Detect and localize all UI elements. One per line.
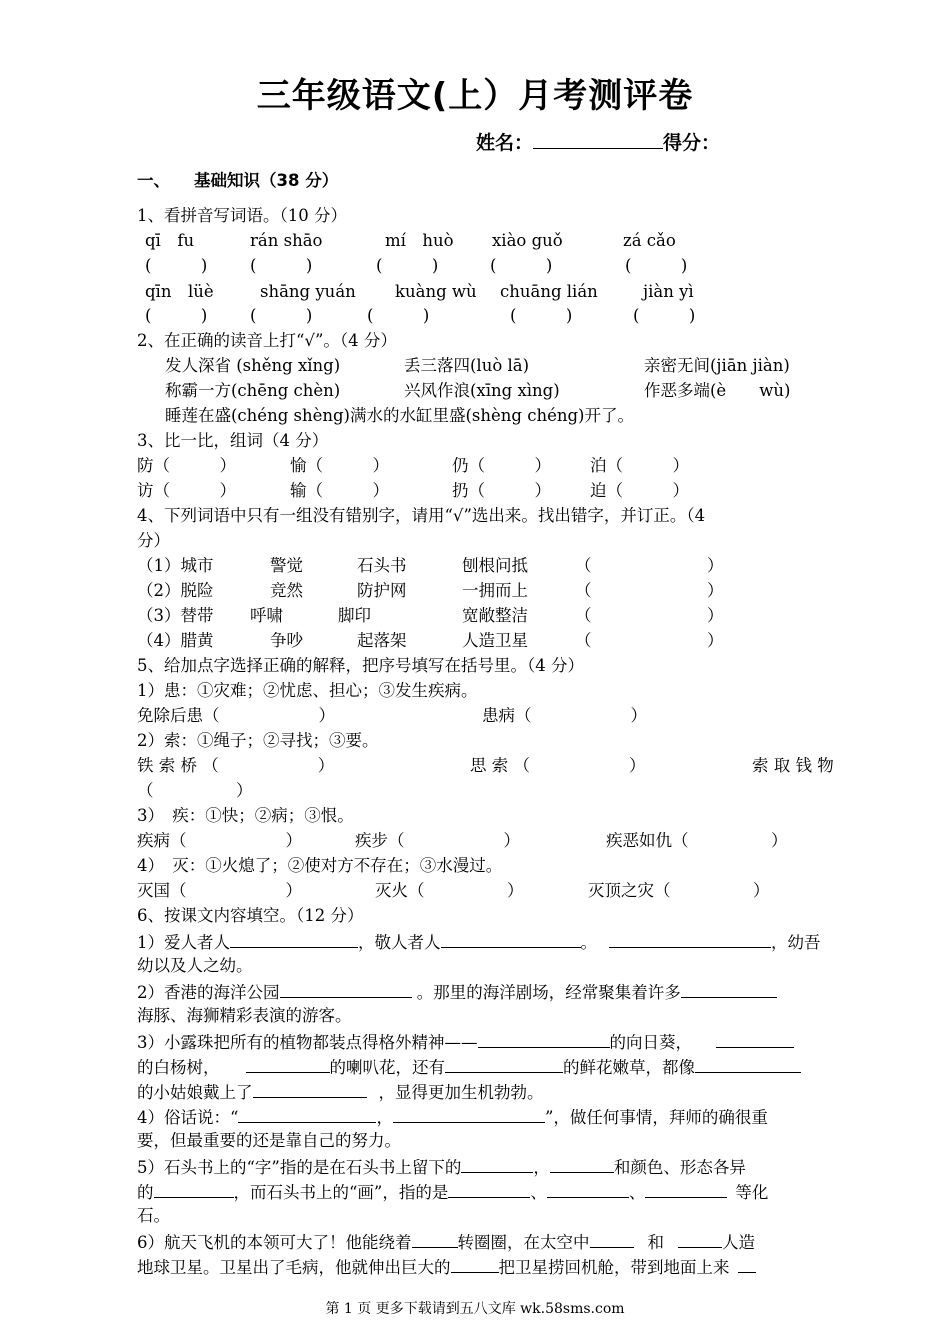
name-score-row	[476, 131, 720, 154]
q5-s4-item-2[interactable]: 灭火（ ）	[375, 881, 524, 900]
q5-s4-item-1[interactable]: 灭国（ ）	[137, 881, 302, 900]
q6-s2-blank-1[interactable]	[280, 980, 412, 998]
q6-s3-blank-4[interactable]	[445, 1055, 563, 1073]
q5-s3-item-2[interactable]: 疾步（ ）	[355, 831, 520, 850]
q5-s2-item-3: 索 取 钱 物	[752, 756, 834, 775]
q1-prompt: 1、看拼音写词语。（10 分）	[137, 206, 347, 225]
q2-item-5[interactable]: 兴风作浪(xīng xìng)	[404, 381, 560, 400]
q1-answer-7[interactable]: ( )	[250, 306, 313, 325]
q5-s1-item-2[interactable]: 患病（ ）	[482, 706, 647, 725]
q6-s1-cont: 幼以及人之幼。	[137, 956, 253, 975]
q1-answer-8[interactable]: ( )	[367, 306, 430, 325]
q4-row-4-b: 争吵	[270, 631, 303, 650]
q6-s2-cont: 海豚、海狮精彩表演的游客。	[137, 1006, 352, 1025]
q6-s3-line2: 的白杨树， 的喇叭花，还有 的鲜花嫩草，都像	[137, 1055, 801, 1079]
q5-s1-item-1[interactable]: 免除后患（ ）	[137, 706, 335, 725]
q4-row-1-b: 警觉	[270, 556, 303, 575]
q6-s3-blank-6[interactable]	[253, 1080, 367, 1098]
name-field[interactable]	[533, 131, 663, 149]
q6-s5-blank-3[interactable]	[154, 1180, 234, 1198]
q5-s2-item-2[interactable]: 思 索 （ ）	[470, 756, 646, 775]
q6-s2-blank-2[interactable]	[681, 980, 777, 998]
q5-s3-item-3[interactable]: 疾恶如仇（ ）	[606, 831, 788, 850]
q4-prompt: 4、下列词语中只有一组没有错别字，请用“√”选出来。找出错字，并订正。（4	[137, 506, 706, 525]
q4-row-4-answer[interactable]: （ ）	[575, 631, 724, 650]
q3-item-3[interactable]: 仍（ ）	[452, 456, 551, 475]
q1-answer-5[interactable]: ( )	[625, 256, 688, 275]
q1-answer-4[interactable]: ( )	[490, 256, 553, 275]
page-title: 三年级语文(上）月考测评卷	[256, 76, 694, 116]
q4-row-1-c: 石头书	[357, 556, 407, 575]
q4-row-4-d: 人造卫星	[462, 631, 528, 650]
q5-s4-item-3[interactable]: 灭顶之灾（ ）	[588, 881, 770, 900]
q2-item-2[interactable]: 丢三落四(luò lā)	[404, 356, 530, 375]
q1-answer-9[interactable]: ( )	[510, 306, 573, 325]
q6-s6-blank-3[interactable]	[678, 1230, 722, 1248]
q3-item-1[interactable]: 防（ ）	[137, 456, 236, 475]
q4-row-3-d: 宽敞整洁	[462, 606, 528, 625]
q1-pinyin-6: qīn lüè	[145, 282, 214, 301]
q6-s5-cont: 石。	[137, 1206, 170, 1225]
q6-s5-blank-2[interactable]	[550, 1155, 614, 1173]
q1-pinyin-9: chuāng lián	[500, 282, 598, 301]
q6-s1-blank-3[interactable]	[609, 930, 771, 948]
score-label: 得分：	[663, 132, 721, 154]
q6-s5-blank-6[interactable]	[645, 1180, 727, 1198]
q3-prompt: 3、比一比，组词（4 分）	[137, 431, 329, 450]
q6-s1: 1）爱人者人 ，敬人者人 。 ，幼吾	[137, 930, 821, 954]
q4-row-3-b: 呼啸	[250, 606, 283, 625]
q6-s3: 3）小露珠把所有的植物都装点得格外精神—— 的向日葵，	[137, 1030, 794, 1054]
q6-s6-blank-5[interactable]	[738, 1255, 756, 1273]
q5-s1-def: 1）患：①灾难；②忧虑、担心；③发生疾病。	[137, 681, 478, 700]
q6-s1-blank-2[interactable]	[441, 930, 581, 948]
q2-item-7[interactable]: 睡莲在盛(chéng shèng)满水的水缸里盛(shèng chéng)开了。	[165, 406, 634, 425]
q6-s6-blank-1[interactable]	[412, 1230, 458, 1248]
q4-row-2-d: 一拥而上	[462, 581, 528, 600]
q1-pinyin-10: jiàn yì	[643, 282, 694, 301]
q1-pinyin-2: rán shāo	[250, 231, 323, 250]
section1-heading: 一、 基础知识（38 分）	[137, 171, 339, 190]
q4-row-2-b: 竞然	[270, 581, 303, 600]
q4-row-3-answer[interactable]: （ ）	[575, 606, 724, 625]
q3-item-6[interactable]: 输（ ）	[290, 481, 389, 500]
q5-s2-item-1[interactable]: 铁 索 桥 （ ）	[137, 756, 335, 775]
q3-item-4[interactable]: 泊（ ）	[590, 456, 689, 475]
q6-s3-blank-3[interactable]	[246, 1055, 330, 1073]
q2-item-4[interactable]: 称霸一方(chēng chèn)	[165, 381, 341, 400]
q6-s3-blank-2[interactable]	[716, 1030, 794, 1048]
q1-pinyin-3: mí huò	[385, 231, 454, 250]
q6-s6: 6）航天飞机的本领可大了！他能绕着 转圈圈，在太空中 和 人造	[137, 1230, 755, 1254]
q6-s5-blank-4[interactable]	[448, 1180, 530, 1198]
q4-row-4-c: 起落架	[357, 631, 407, 650]
q5-s2-item-3-answer[interactable]: （ ）	[137, 781, 253, 800]
q4-row-3-c: 脚印	[338, 606, 371, 625]
q4-row-2-answer[interactable]: （ ）	[575, 581, 724, 600]
q4-row-1-a: （1）城市	[137, 556, 214, 575]
q6-s4: 4）俗话说：“ ， ”，做任何事情，拜师的确很重	[137, 1105, 768, 1129]
q4-prompt-cont: 分）	[137, 531, 170, 550]
q5-prompt: 5、给加点字选择正确的解释，把序号填写在括号里。（4 分）	[137, 656, 584, 675]
q2-prompt: 2、在正确的读音上打“√”。（4 分）	[137, 331, 397, 350]
q6-s6-blank-2[interactable]	[590, 1230, 634, 1248]
q6-s4-cont: 要，但最重要的还是靠自己的努力。	[137, 1131, 401, 1150]
q6-s6-line2: 地球卫星。卫星出了毛病，他就伸出巨大的 把卫星捞回机舱，带到地面上来	[137, 1255, 756, 1279]
q5-s4-def: 4） 灭：①火熄了；②使对方不存在；③水漫过。	[137, 856, 503, 875]
q4-row-3-a: （3）替带	[137, 606, 214, 625]
q5-s3-item-1[interactable]: 疾病（ ）	[137, 831, 302, 850]
name-label: 姓名：	[476, 132, 534, 154]
q1-answer-10[interactable]: ( )	[633, 306, 696, 325]
q6-prompt: 6、按课文内容填空。（12 分）	[137, 906, 364, 925]
q6-s1-blank-1[interactable]	[230, 930, 358, 948]
q6-s4-blank-2[interactable]	[393, 1105, 545, 1123]
q1-pinyin-5: zá cǎo	[623, 231, 676, 250]
q6-s5-blank-1[interactable]	[461, 1155, 533, 1173]
q4-row-1-d: 刨根问抵	[462, 556, 528, 575]
q2-item-3[interactable]: 亲密无间(jiān jiàn)	[644, 356, 790, 375]
q4-row-2-c: 防护网	[357, 581, 407, 600]
q1-pinyin-1: qī fu	[145, 231, 195, 250]
q6-s5-blank-5[interactable]	[547, 1180, 629, 1198]
q6-s2: 2）香港的海洋公园 。那里的海洋剧场，经常聚集着许多	[137, 980, 777, 1004]
q2-item-1[interactable]: 发人深省 (shěng xǐng)	[165, 356, 341, 375]
page-footer: 第 1 页 更多下载请到五八文库 wk.58sms.com	[325, 1301, 625, 1317]
q6-s3-blank-1[interactable]	[478, 1030, 610, 1048]
q1-pinyin-8: kuàng wù	[395, 282, 477, 301]
q6-s5-line2: 的 ，而石头书上的“画”，指的是 、 、 等化	[137, 1180, 768, 1204]
q3-item-7[interactable]: 扔（ ）	[452, 481, 551, 500]
q1-answer-3[interactable]: ( )	[376, 256, 439, 275]
q6-s5: 5）石头书上的“字”指的是在石头书上留下的 ， 和颜色、形态各异	[137, 1155, 746, 1179]
q1-pinyin-7: shāng yuán	[260, 282, 356, 301]
q1-answer-2[interactable]: ( )	[250, 256, 313, 275]
q4-row-4-a: （4）腊黄	[137, 631, 214, 650]
q5-s3-def: 3） 疾：①快；②病；③恨。	[137, 806, 354, 825]
q4-row-2-a: （2）脱险	[137, 581, 214, 600]
q3-item-8[interactable]: 迫（ ）	[590, 481, 689, 500]
q5-s2-def: 2）索：①绳子；②寻找；③要。	[137, 731, 379, 750]
q1-answer-6[interactable]: ( )	[145, 306, 208, 325]
q4-row-1-answer[interactable]: （ ）	[575, 556, 724, 575]
q3-item-5[interactable]: 访（ ）	[137, 481, 236, 500]
q6-s4-blank-1[interactable]	[238, 1105, 376, 1123]
q1-answer-1[interactable]: ( )	[145, 256, 208, 275]
q6-s3-line3: 的小姑娘戴上了 ，显得更加生机勃勃。	[137, 1080, 544, 1104]
q6-s3-blank-5[interactable]	[695, 1055, 801, 1073]
q3-item-2[interactable]: 愉（ ）	[290, 456, 389, 475]
q2-item-6[interactable]: 作恶多端(è wù)	[644, 381, 791, 400]
q6-s6-blank-4[interactable]	[451, 1255, 499, 1273]
q1-pinyin-4: xiào guǒ	[492, 231, 563, 250]
